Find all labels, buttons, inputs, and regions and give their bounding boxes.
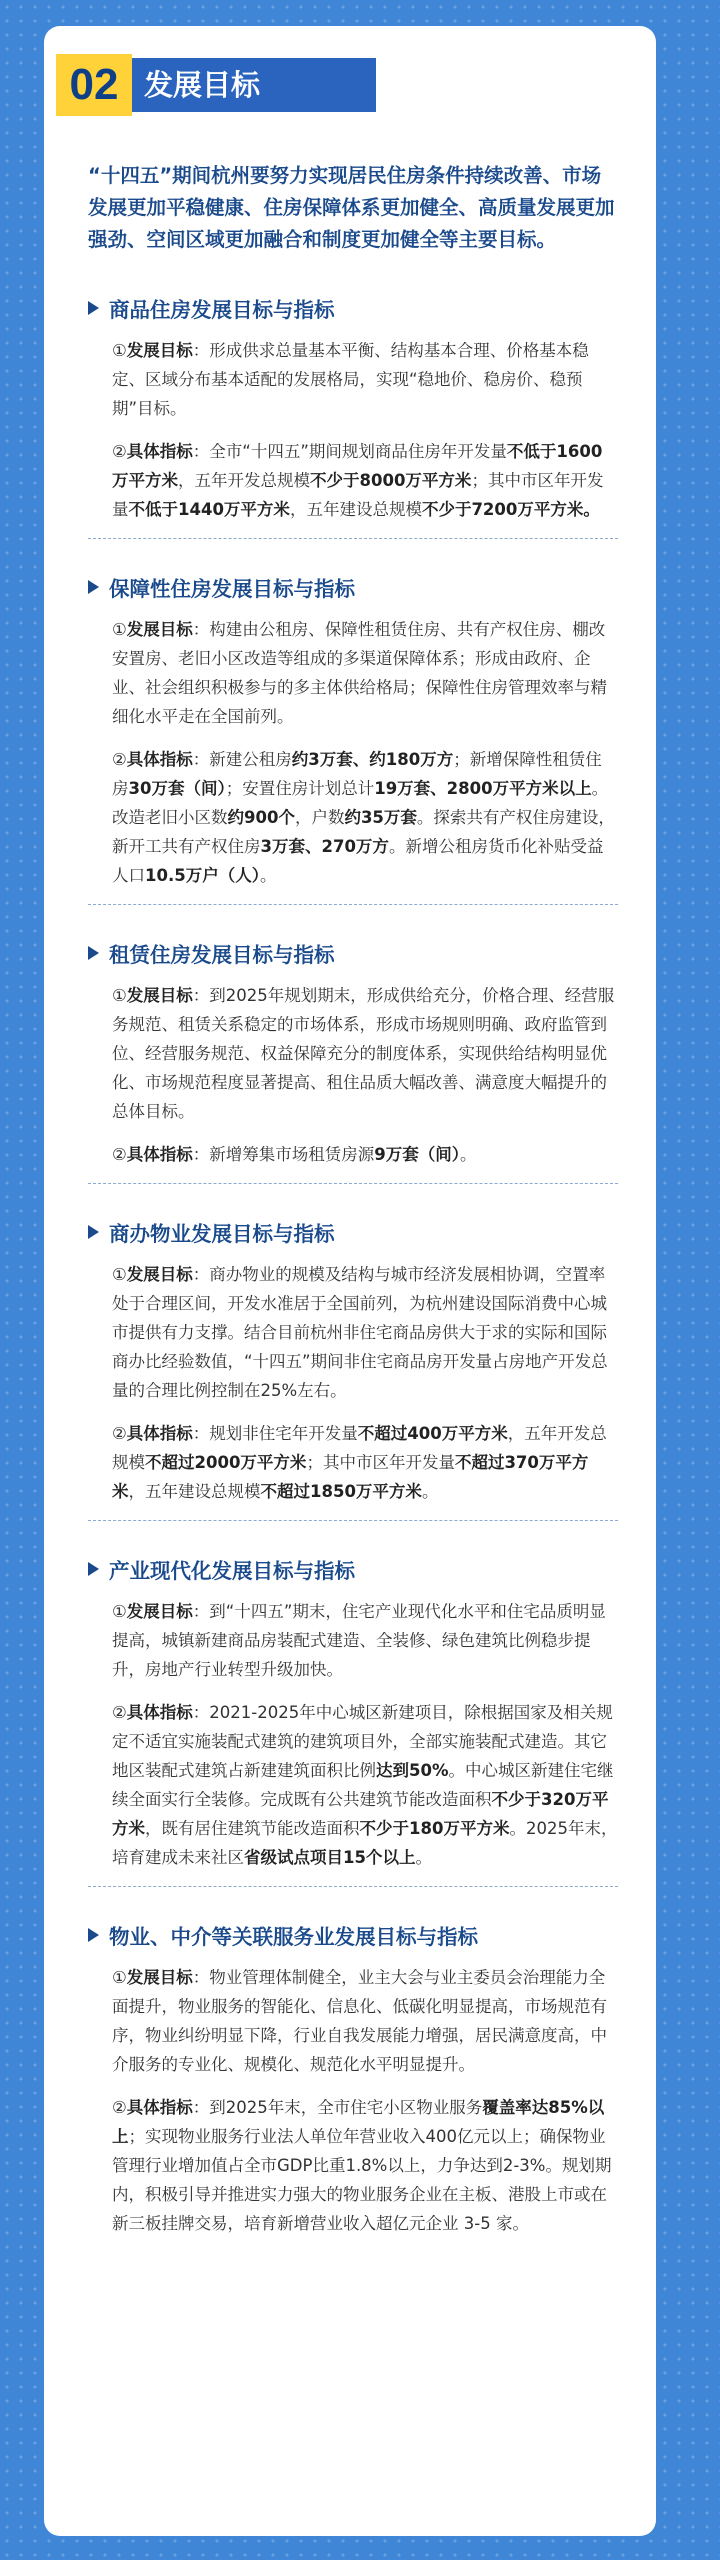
section-heading bbox=[88, 569, 618, 605]
body-text: ：到2025年末，全市住宅小区物业服务 bbox=[192, 2098, 483, 2117]
body-text: ② bbox=[112, 1424, 127, 1443]
goal-section bbox=[88, 569, 618, 905]
indicator-paragraph bbox=[112, 1698, 618, 1872]
content-card bbox=[44, 26, 656, 2536]
emphasis-text: 覆盖率达85%以上 bbox=[112, 2098, 605, 2146]
triangle-bullet-icon bbox=[88, 1225, 99, 1239]
indicator-paragraph bbox=[112, 745, 618, 890]
indicator-paragraph bbox=[112, 1419, 618, 1506]
body-text: ；安置住房计划总计 bbox=[225, 779, 375, 798]
goal-paragraph bbox=[112, 336, 618, 423]
body-text: ；新增保障性租赁住房 bbox=[112, 750, 602, 798]
body-text: ，五年建设总规模 bbox=[289, 500, 422, 519]
emphasis-text: 具体指标 bbox=[126, 1703, 193, 1722]
body-text: ；实现物业服务行业法人单位年营业收入400亿元以上；确保物业管理行业增加值占全市GDP比重1.8%以上，力争达到2-3%。规划期内，积极引导并推进实力强大的物业服务企业在主板、港股上市或在新三板挂牌交易，培育新增营业收入超亿元企业 3-5 家。 bbox=[112, 2127, 612, 2233]
goal-paragraph bbox=[112, 1963, 618, 2079]
dashed-divider bbox=[88, 1183, 618, 1184]
intro-text: “十四五”期间杭州要努力实现居民住房条件持续改善、市场发展更加平稳健康、住房保障体系更加健全、高质量发展更加强劲、空间区域更加融合和制度更加健全等主要目标。 bbox=[88, 164, 615, 251]
body-text: ：商办物业的规模及结构与城市经济发展相协调，空置率处于合理区间，开发水准居于全国前列，为杭州建设国际消费中心城市提供有力支撑。结合目前杭州非住宅商品房供大于求的实际和国际商办比经验数值，“十四五”期间非住宅商品房开发量占房地产开发总量的合理比例控制在25%左右。 bbox=[112, 1265, 608, 1400]
triangle-bullet-icon bbox=[88, 946, 99, 960]
dashed-divider bbox=[88, 1886, 618, 1887]
body-text: ① bbox=[112, 986, 127, 1005]
emphasis-text: 省级试点项目15个以上 bbox=[244, 1848, 416, 1867]
emphasis-text: 约35万套 bbox=[344, 808, 417, 827]
emphasis-text: 发展目标 bbox=[126, 1265, 193, 1284]
body-text: ，五年建设总规模 bbox=[128, 1482, 261, 1501]
body-text: ：形成供求总量基本平衡、结构基本合理、价格基本稳定、区域分布基本适配的发展格局，实现“稳地价、稳房价、稳预期”目标。 bbox=[112, 341, 589, 418]
emphasis-text: 不低于1600万平方米 bbox=[112, 442, 603, 490]
body-text: ，五年开发总规模 bbox=[178, 471, 310, 490]
body-text: 。2025年末，培育建成未来社区 bbox=[112, 1819, 618, 1867]
section-heading bbox=[88, 1214, 618, 1250]
body-text: ，户数 bbox=[294, 808, 345, 827]
emphasis-text: 发展目标 bbox=[126, 1968, 193, 1987]
dashed-divider bbox=[88, 904, 618, 905]
emphasis-text: 达到50% bbox=[376, 1761, 449, 1780]
section-title: 发展目标 bbox=[132, 58, 376, 112]
emphasis-text: 不超过370万平方米 bbox=[112, 1453, 589, 1501]
goal-paragraph bbox=[112, 1597, 618, 1684]
emphasis-text: 不超过400万平方米 bbox=[357, 1424, 508, 1443]
section-heading bbox=[88, 935, 618, 971]
body-text: 。改造老旧小区数 bbox=[112, 779, 609, 827]
body-text: ：新建公租房 bbox=[192, 750, 292, 769]
body-text: ；其中市区年开发量 bbox=[306, 1453, 455, 1472]
goal-paragraph bbox=[112, 1260, 618, 1405]
triangle-bullet-icon bbox=[88, 580, 99, 594]
emphasis-text: 不少于8000万平方米 bbox=[310, 471, 472, 490]
body-text: ① bbox=[112, 341, 127, 360]
emphasis-text: 不少于7200万平方米。 bbox=[421, 500, 600, 519]
emphasis-text: 9万套（间） bbox=[374, 1145, 461, 1164]
goal-section bbox=[88, 1551, 618, 1887]
dashed-divider bbox=[88, 1520, 618, 1521]
indicator-paragraph bbox=[112, 437, 618, 524]
indicator-paragraph bbox=[112, 1140, 618, 1169]
emphasis-text: 具体指标 bbox=[126, 1424, 193, 1443]
body-text: ：全市“十四五”期间规划商品住房年开发量 bbox=[192, 442, 507, 461]
body-text: 。新增公租房货币化补贴受益人口 bbox=[112, 837, 604, 885]
goal-section bbox=[88, 1917, 618, 2238]
body-text: ，五年开发总规模 bbox=[112, 1424, 607, 1472]
body-text: ② bbox=[112, 1703, 127, 1722]
section-heading-title: 物业、中介等关联服务业发展目标与指标 bbox=[109, 1925, 478, 1949]
section-heading bbox=[88, 290, 618, 326]
emphasis-text: 约3万套、约180万方 bbox=[291, 750, 454, 769]
body-text: ② bbox=[112, 442, 127, 461]
body-text: ：到“十四五”期末，住宅产业现代化水平和住宅品质明显提高，城镇新建商品房装配式建造、全装修、绿色建筑比例稳步提升，房地产行业转型升级加快。 bbox=[112, 1602, 606, 1679]
body-text: 。 bbox=[421, 1482, 439, 1501]
body-text: ：2021-2025年中心城区新建项目，除根据国家及相关规定不适宜实施装配式建筑的建筑项目外，全部实施装配式建造。其它地区装配式建筑占新建建筑面积比例 bbox=[112, 1703, 613, 1780]
triangle-bullet-icon bbox=[88, 1562, 99, 1576]
emphasis-text: 发展目标 bbox=[126, 341, 193, 360]
body-text: ，既有居住建筑节能改造面积 bbox=[145, 1819, 360, 1838]
emphasis-text: 不少于180万平方米 bbox=[359, 1819, 510, 1838]
emphasis-text: 具体指标 bbox=[126, 2098, 193, 2117]
section-heading bbox=[88, 1551, 618, 1587]
goal-section bbox=[88, 1214, 618, 1521]
emphasis-text: 发展目标 bbox=[126, 986, 193, 1005]
section-heading-title: 租赁住房发展目标与指标 bbox=[109, 943, 335, 967]
sections-container bbox=[88, 290, 618, 2238]
emphasis-text: 3万套、270万方 bbox=[260, 837, 389, 856]
goal-section bbox=[88, 290, 618, 539]
emphasis-text: 约900个 bbox=[227, 808, 295, 827]
goal-section bbox=[88, 935, 618, 1184]
body-text: 。 bbox=[415, 1848, 432, 1867]
body-text: ：规划非住宅年开发量 bbox=[192, 1424, 358, 1443]
body-text: 。探索共有产权住房建设，新开工共有产权住房 bbox=[112, 808, 615, 856]
triangle-bullet-icon bbox=[88, 1928, 99, 1942]
section-heading-title: 保障性住房发展目标与指标 bbox=[109, 577, 355, 601]
emphasis-text: 发展目标 bbox=[126, 1602, 193, 1621]
triangle-bullet-icon bbox=[88, 301, 99, 315]
body-text: ：物业管理体制健全，业主大会与业主委员会治理能力全面提升，物业服务的智能化、信息化、低碳化明显提高，市场规范有序，物业纠纷明显下降，行业自我发展能力增强，居民满意度高，中介服务的专业化、规模化、规范化水平明显提升。 bbox=[112, 1968, 607, 2074]
section-heading-title: 产业现代化发展目标与指标 bbox=[109, 1559, 355, 1583]
emphasis-text: 10.5万户（人） bbox=[145, 866, 260, 885]
body-text: ① bbox=[112, 1265, 127, 1284]
section-heading-title: 商品住房发展目标与指标 bbox=[109, 298, 335, 322]
emphasis-text: 发展目标 bbox=[126, 620, 193, 639]
body-text: 。中心城区新建住宅继续全面实行全装修。完成既有公共建筑节能改造面积 bbox=[112, 1761, 614, 1809]
emphasis-text: 具体指标 bbox=[126, 1145, 193, 1164]
body-text: ：构建由公租房、保障性租赁住房、共有产权住房、棚改安置房、老旧小区改造等组成的多渠道保障体系；形成由政府、企业、社会组织积极参与的多主体供给格局；保障性住房管理效率与精细化水平走在全国前列。 bbox=[112, 620, 607, 726]
emphasis-text: 不少于320万平方米 bbox=[112, 1790, 609, 1838]
emphasis-text: 具体指标 bbox=[126, 750, 193, 769]
section-header bbox=[56, 54, 376, 116]
body-text: 。 bbox=[460, 1145, 477, 1164]
indicator-paragraph bbox=[112, 2093, 618, 2238]
goal-paragraph bbox=[112, 615, 618, 731]
section-number: 02 bbox=[56, 54, 132, 116]
goal-paragraph bbox=[112, 981, 618, 1126]
emphasis-text: 19万套、2800万平方米以上 bbox=[374, 779, 592, 798]
section-heading bbox=[88, 1917, 618, 1953]
emphasis-text: 不超过2000万平方米 bbox=[145, 1453, 307, 1472]
body-text: ② bbox=[112, 750, 127, 769]
body-text: ；其中市区年开发量 bbox=[112, 471, 604, 519]
body-text: 。 bbox=[259, 866, 277, 885]
body-text: ② bbox=[112, 1145, 127, 1164]
body-text: ① bbox=[112, 1968, 127, 1987]
body-text: ：新增筹集市场租赁房源 bbox=[192, 1145, 375, 1164]
body-text: ② bbox=[112, 2098, 127, 2117]
emphasis-text: 具体指标 bbox=[126, 442, 193, 461]
emphasis-text: 30万套（间） bbox=[128, 779, 226, 798]
body-text: ① bbox=[112, 1602, 127, 1621]
emphasis-text: 不超过1850万平方米 bbox=[260, 1482, 422, 1501]
section-heading-title: 商办物业发展目标与指标 bbox=[109, 1222, 335, 1246]
body-text: ：到2025年规划期末，形成供给充分，价格合理、经营服务规范、租赁关系稳定的市场体系，形成市场规则明确、政府监管到位、经营服务规范、权益保障充分的制度体系，实现供给结构明显优化、市场规范程度显著提高、租住品质大幅改善、满意度大幅提升的总体目标。 bbox=[112, 986, 615, 1121]
dashed-divider bbox=[88, 538, 618, 539]
emphasis-text: 不低于1440万平方米 bbox=[128, 500, 290, 519]
body-text: ① bbox=[112, 620, 127, 639]
